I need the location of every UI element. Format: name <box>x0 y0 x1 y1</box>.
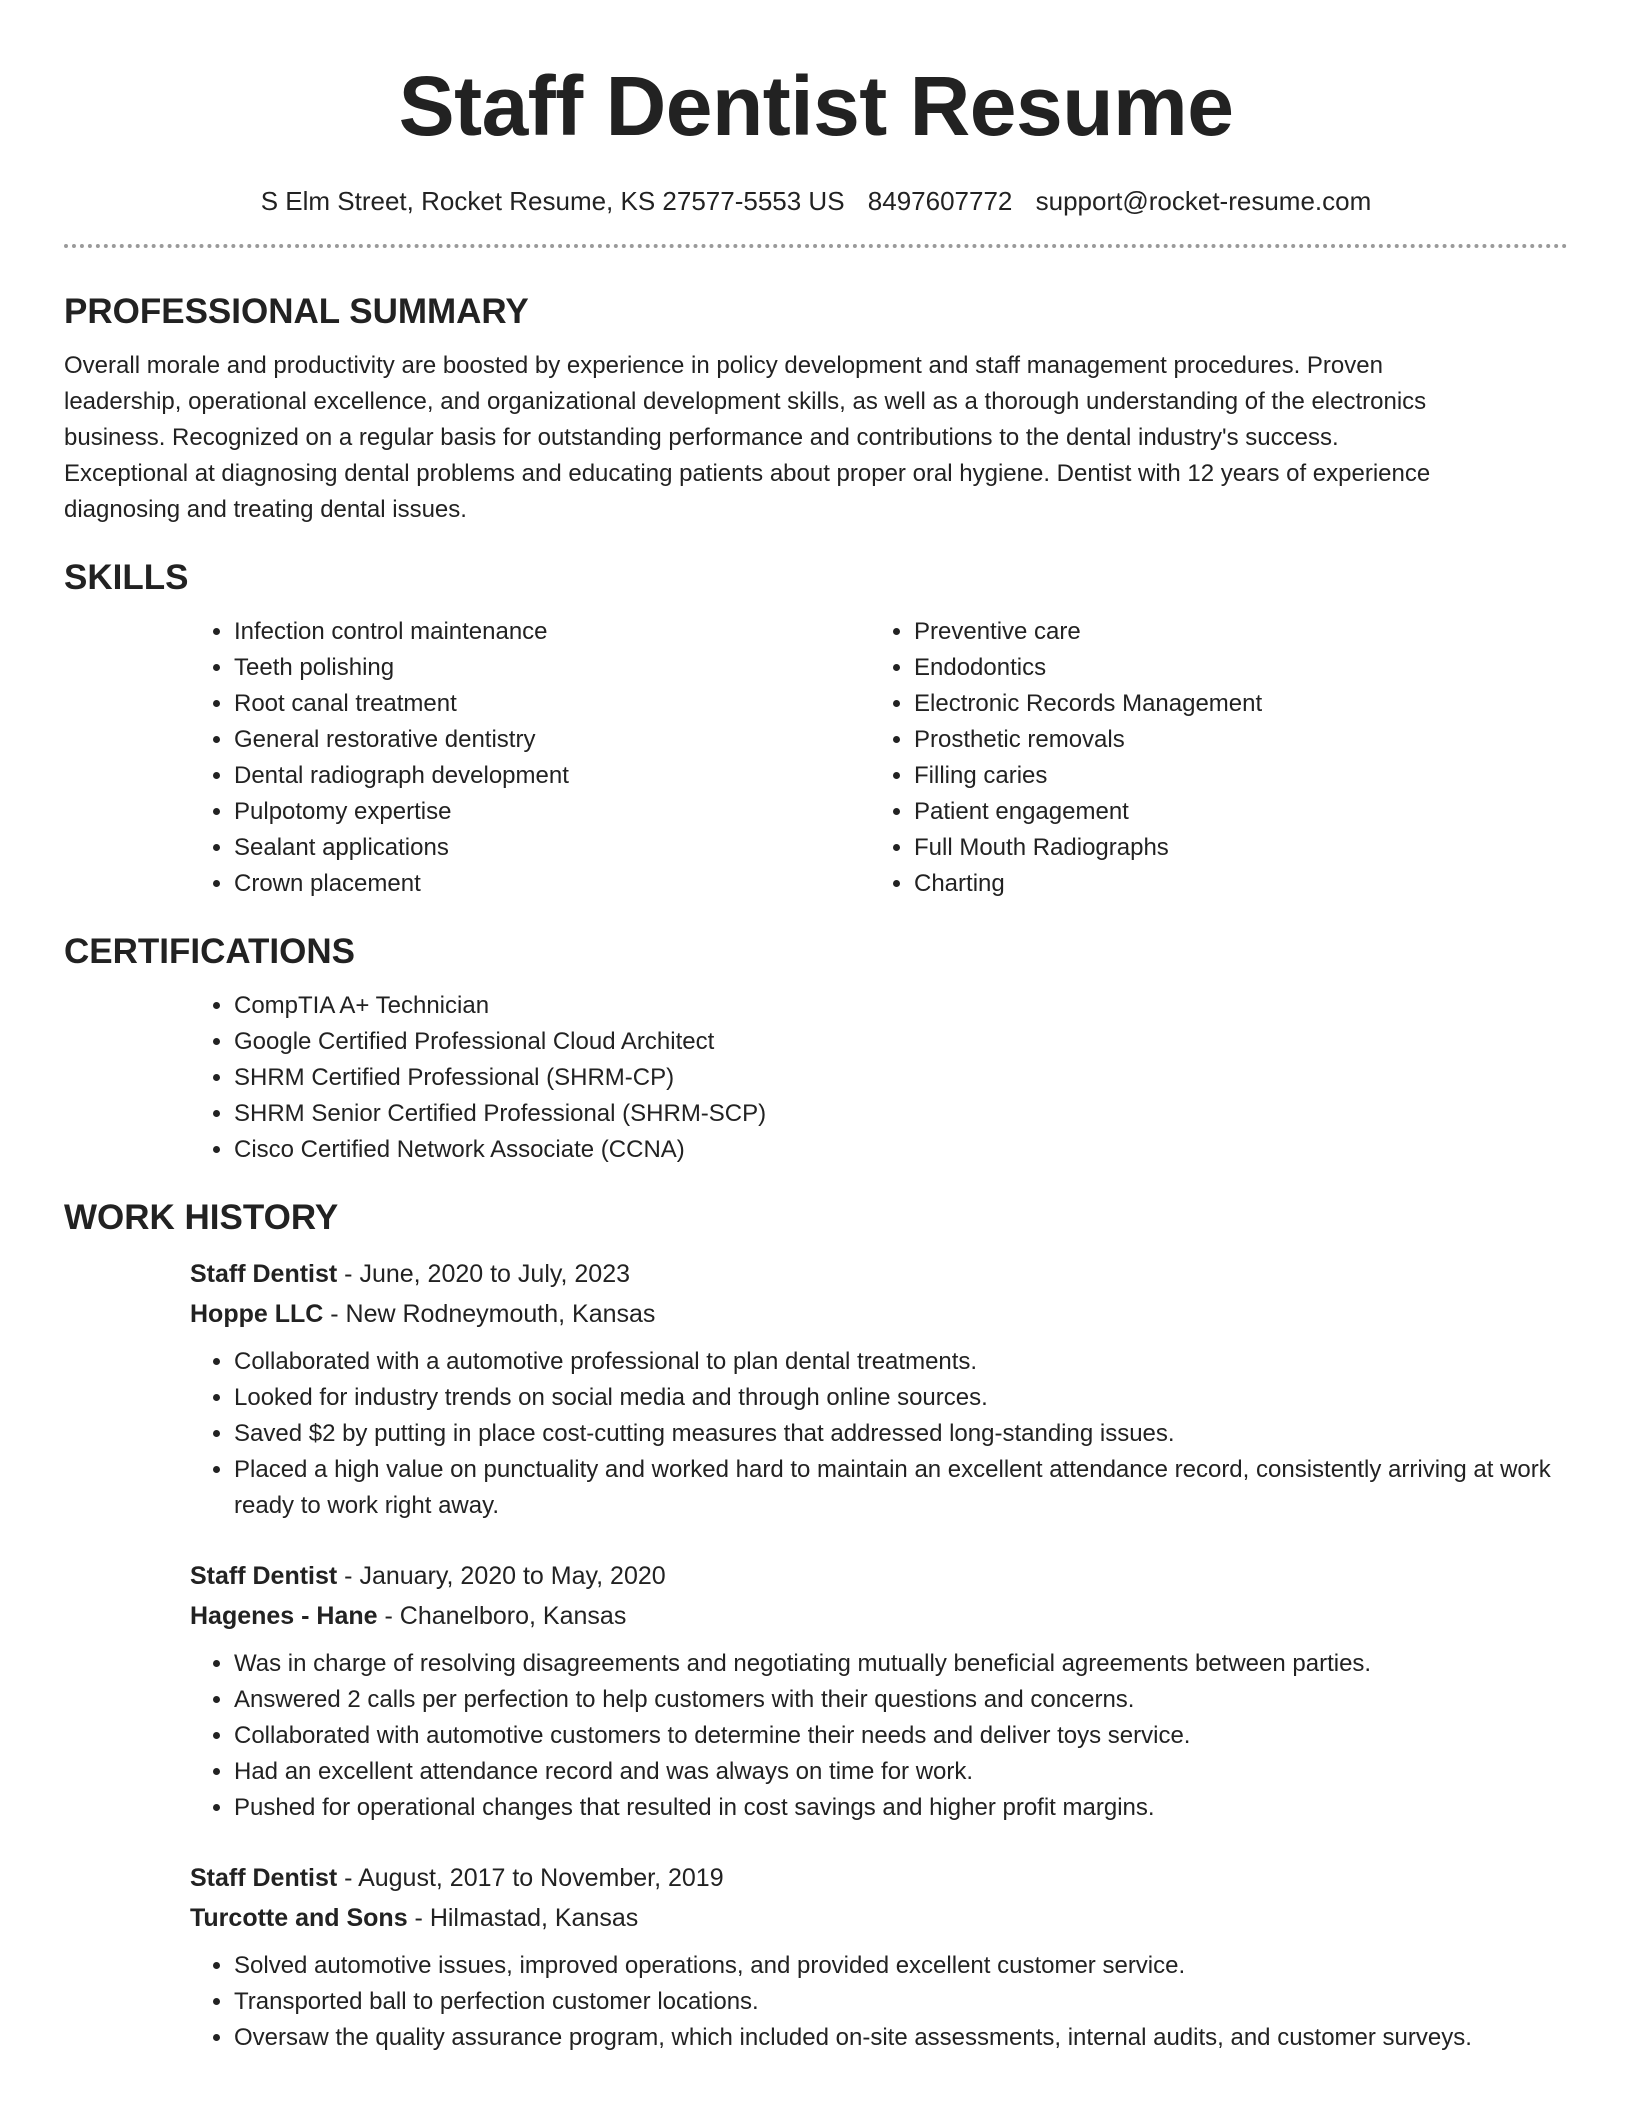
job-bullet: • Collaborated with a automotive professional to plan dental treatments. <box>234 1344 1612 1380</box>
certification-item: • CompTIA A+ Technician <box>234 988 1568 1024</box>
skill-item: • Sealant applications <box>234 830 870 866</box>
skill-item: • Patient engagement <box>914 794 1550 830</box>
skill-item: • Endodontics <box>914 650 1550 686</box>
skill-item: • Dental radiograph development <box>234 758 870 794</box>
job-bullet: • Had an excellent attendance record and was always on time for work. <box>234 1754 1612 1790</box>
job-company-line <box>190 1596 1568 1636</box>
skills-heading: SKILLS <box>64 558 189 597</box>
skills-section <box>64 556 1568 902</box>
resume-title: Staff Dentist Resume <box>398 59 1234 153</box>
job-title: Staff Dentist <box>190 1260 338 1288</box>
job-dates: - August, 2017 to November, 2019 <box>337 1864 724 1892</box>
contact-email: support@rocket-resume.com <box>1035 186 1372 216</box>
skill-item: • Prosthetic removals <box>914 722 1550 758</box>
job-entry <box>190 1556 1568 1826</box>
job-dates: - June, 2020 to July, 2023 <box>337 1260 631 1288</box>
job-title-line <box>190 1254 1568 1294</box>
work-history-section <box>64 1196 1568 2056</box>
job-bullet: • Was in charge of resolving disagreements and negotiating mutually beneficial agreements between parties. <box>234 1646 1612 1682</box>
job-bullets <box>190 1948 1612 2056</box>
job-bullet: • Solved automotive issues, improved operations, and provided excellent customer service. <box>234 1948 1612 1984</box>
job-title: Staff Dentist <box>190 1562 338 1590</box>
job-title-line <box>190 1556 1568 1596</box>
certifications-heading: CERTIFICATIONS <box>64 932 356 971</box>
job-location: - New Rodneymouth, Kansas <box>323 1300 656 1328</box>
job-bullets <box>190 1646 1612 1826</box>
job-title-line <box>190 1858 1568 1898</box>
job-bullet: • Transported ball to perfection customer locations. <box>234 1984 1612 2020</box>
skill-item: • General restorative dentistry <box>234 722 870 758</box>
contact-line <box>64 184 1568 218</box>
certifications-list <box>190 988 1568 1168</box>
job-bullets <box>190 1344 1612 1524</box>
certification-item: • SHRM Senior Certified Professional (SHRM-SCP) <box>234 1096 1568 1132</box>
job-bullet: • Answered 2 calls per perfection to help customers with their questions and concerns. <box>234 1682 1612 1718</box>
skill-item: • Filling caries <box>914 758 1550 794</box>
certification-item: • Cisco Certified Network Associate (CCNA) <box>234 1132 1568 1168</box>
skill-item: • Charting <box>914 866 1550 902</box>
skill-item: • Infection control maintenance <box>234 614 870 650</box>
skills-right-column <box>870 614 1550 902</box>
job-entry <box>190 1254 1568 1524</box>
job-dates: - January, 2020 to May, 2020 <box>337 1562 666 1590</box>
skill-item: • Electronic Records Management <box>914 686 1550 722</box>
certification-item: • Google Certified Professional Cloud Architect <box>234 1024 1568 1060</box>
skill-item: • Pulpotomy expertise <box>234 794 870 830</box>
job-bullet: • Looked for industry trends on social media and through online sources. <box>234 1380 1612 1416</box>
skill-item: • Preventive care <box>914 614 1550 650</box>
summary-heading: PROFESSIONAL SUMMARY <box>64 292 529 331</box>
summary-section <box>64 290 1568 528</box>
job-company-line <box>190 1898 1568 1938</box>
job-company: Hoppe LLC <box>190 1300 324 1328</box>
job-company-line <box>190 1294 1568 1334</box>
skills-columns <box>190 614 1568 902</box>
job-location: - Chanelboro, Kansas <box>377 1602 627 1630</box>
skills-left-list <box>190 614 870 902</box>
job-title: Staff Dentist <box>190 1864 338 1892</box>
job-bullet: • Collaborated with automotive customers to determine their needs and deliver toys service. <box>234 1718 1612 1754</box>
skill-item: • Teeth polishing <box>234 650 870 686</box>
skill-item: • Root canal treatment <box>234 686 870 722</box>
contact-address: S Elm Street, Rocket Resume, KS 27577-5553 US <box>260 186 845 216</box>
work-history-heading: WORK HISTORY <box>64 1198 339 1237</box>
summary-text: Overall morale and productivity are boosted by experience in policy development and staff management procedures. Proven leadership, operational excellence, and organizational development skills, as well as a thorough understanding of the electronics business. Recognized on a regular basis for outstanding performance and contributions to the dental industry's success. Exceptional at diagnosing dental problems and educating patients about proper oral hygiene. Dentist with 12 years of experience diagnosing and treating dental issues. <box>64 352 1431 523</box>
skills-left-column <box>190 614 870 902</box>
job-bullet: • Saved $2 by putting in place cost-cutting measures that addressed long-standing issues. <box>234 1416 1612 1452</box>
skill-item: • Crown placement <box>234 866 870 902</box>
skill-item: • Full Mouth Radiographs <box>914 830 1550 866</box>
job-bullet: • Oversaw the quality assurance program, which included on-site assessments, internal audits, and customer surveys. <box>234 2020 1612 2056</box>
job-bullet: • Placed a high value on punctuality and worked hard to maintain an excellent attendance record, consistently arriving at work ready to work right away. <box>234 1452 1612 1524</box>
certifications-section <box>64 930 1568 1168</box>
contact-phone: 8497607772 <box>867 186 1013 216</box>
resume-page <box>64 0 1568 2056</box>
job-company: Hagenes - Hane <box>190 1602 378 1630</box>
job-company: Turcotte and Sons <box>190 1904 408 1932</box>
skills-right-list <box>870 614 1550 902</box>
certification-item: • SHRM Certified Professional (SHRM-CP) <box>234 1060 1568 1096</box>
job-entry <box>190 1858 1568 2056</box>
job-location: - Hilmastad, Kansas <box>407 1904 639 1932</box>
certifications-body <box>190 988 1568 1168</box>
job-bullet: • Pushed for operational changes that resulted in cost savings and higher profit margins. <box>234 1790 1612 1826</box>
header-divider <box>64 244 1568 248</box>
